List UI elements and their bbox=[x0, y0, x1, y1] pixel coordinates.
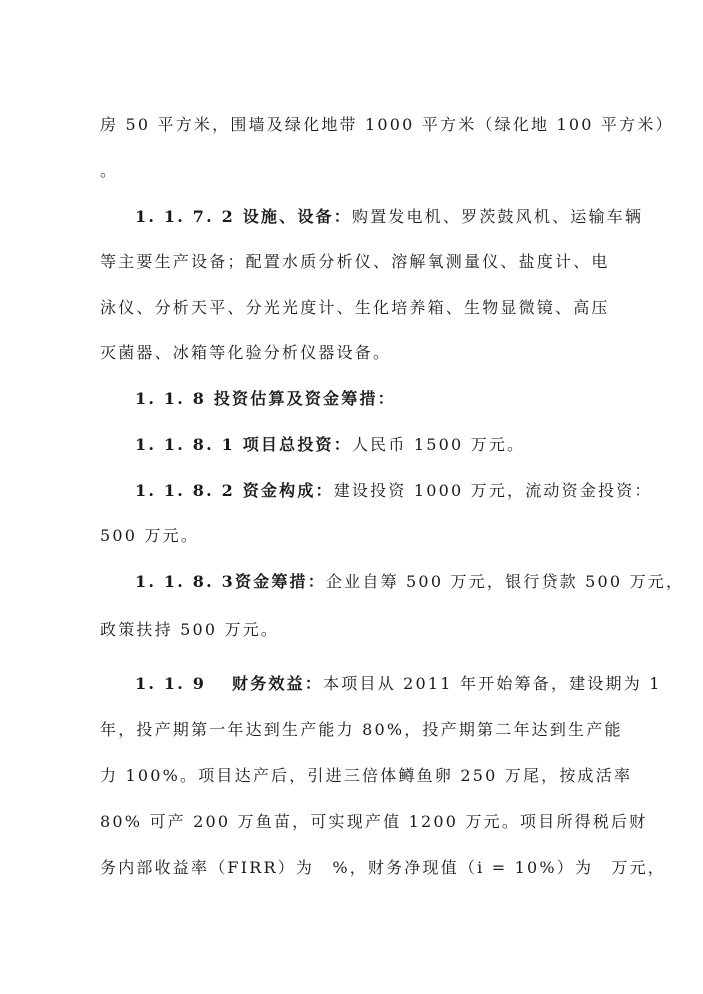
line-text: 等主要生产设备；配置水质分析仪、溶解氧测量仪、盐度计、电 bbox=[100, 252, 610, 271]
section-number-label: 1. 1. 8. 2 资金构成： bbox=[135, 481, 334, 500]
paragraph-line bbox=[100, 251, 610, 273]
line-text: 力 100%。项目达产后，引进三倍体鳟鱼卵 250 万尾，按成活率 bbox=[100, 766, 633, 785]
section-heading-1-1-8-2 bbox=[135, 480, 653, 502]
line-text: 。 bbox=[100, 161, 119, 180]
section-number-label: 1. 1. 8. 3资金筹措： bbox=[135, 572, 326, 591]
line-text: 年，投产期第一年达到生产能力 80%，投产期第二年达到生产能 bbox=[100, 720, 623, 739]
paragraph-line bbox=[100, 297, 610, 319]
paragraph-line bbox=[100, 342, 610, 364]
paragraph-line bbox=[100, 525, 610, 547]
paragraph-line bbox=[100, 857, 666, 879]
section-number-label: 1. 1. 8. 1 项目总投资： bbox=[135, 435, 352, 454]
line-text: 购置发电机、罗茨鼓风机、运输车辆 bbox=[351, 207, 644, 226]
section-heading-1-1-8-1 bbox=[135, 434, 645, 456]
section-heading-1-1-9 bbox=[135, 673, 662, 695]
line-text: 建设投资 1000 万元，流动资金投资： bbox=[333, 481, 653, 500]
section-number-label: 1. 1. 8 投资估算及资金筹措： bbox=[135, 389, 396, 408]
paragraph-line bbox=[100, 160, 610, 182]
line-text: 企业自筹 500 万元，银行贷款 500 万元， bbox=[325, 572, 685, 591]
line-text: 房 50 平方米，围墙及绿化地带 1000 平方米（绿化地 100 平方米） bbox=[100, 115, 674, 134]
section-number-label: 1. 1. 7. 2 设施、设备： bbox=[135, 207, 352, 226]
paragraph-line bbox=[100, 811, 648, 833]
section-number-label: 1. 1. 9 财务效益： bbox=[135, 674, 324, 693]
line-text: 500 万元。 bbox=[100, 526, 200, 545]
paragraph-line bbox=[100, 619, 610, 641]
line-text: 灭菌器、冰箱等化验分析仪器设备。 bbox=[100, 343, 392, 362]
section-heading-1-1-8 bbox=[135, 388, 645, 410]
paragraph-line bbox=[100, 114, 674, 136]
line-text: 80% 可产 200 万鱼苗，可实现产值 1200 万元。项目所得税后财 bbox=[100, 812, 648, 831]
paragraph-line bbox=[100, 719, 623, 741]
line-text: 泳仪、分析天平、分光光度计、生化培养箱、生物显微镜、高压 bbox=[100, 298, 610, 317]
line-text: 本项目从 2011 年开始筹备，建设期为 1 bbox=[323, 674, 662, 693]
section-heading-1-1-8-3 bbox=[135, 571, 685, 593]
line-text: 人民币 1500 万元。 bbox=[351, 435, 526, 454]
line-text: 务内部收益率（FIRR）为 %，财务净现值（i = 10%）为 万元， bbox=[100, 858, 666, 877]
section-heading-1-1-7-2 bbox=[135, 206, 645, 228]
line-text: 政策扶持 500 万元。 bbox=[100, 620, 280, 639]
paragraph-line bbox=[100, 765, 633, 787]
